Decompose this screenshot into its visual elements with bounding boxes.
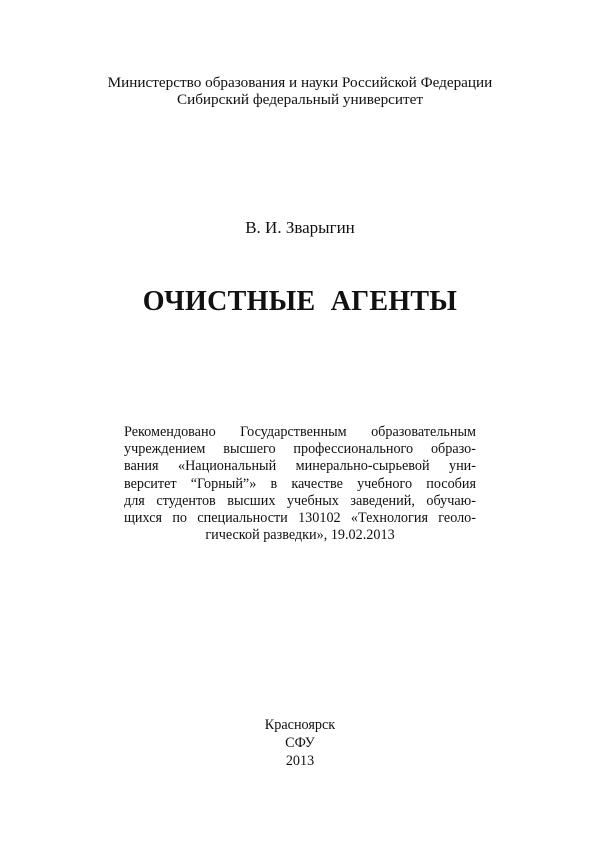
recommendation-line: учреждением высшего профессионального образо- bbox=[124, 441, 476, 458]
recommendation-line: Рекомендовано Государственным образовательным bbox=[124, 424, 476, 440]
ministry-name: Министерство образования и науки Российской Федерации bbox=[107, 74, 493, 91]
recommendation-line: щихся по специальности 130102 «Технология геоло- bbox=[124, 510, 476, 527]
imprint-year: 2013 bbox=[285, 753, 315, 769]
author-name: В. И. Зварыгин bbox=[245, 218, 355, 237]
recommendation-line: верситет “Горный”» в качестве учебного пособия bbox=[124, 475, 476, 492]
institution-header bbox=[0, 74, 600, 108]
imprint-block bbox=[0, 716, 600, 770]
imprint-publisher: СФУ bbox=[285, 735, 315, 751]
university-name: Сибирский федеральный университет bbox=[176, 91, 424, 108]
recommendation-block bbox=[124, 424, 476, 544]
recommendation-line: вания «Национальный минерально-сырьевой уни- bbox=[124, 458, 476, 475]
recommendation-line: для студентов высших учебных заведений, обучаю- bbox=[124, 492, 476, 509]
recommendation-line: гической разведки», 19.02.2013 bbox=[205, 527, 395, 544]
imprint-city: Красноярск bbox=[264, 717, 336, 733]
book-title: ОЧИСТНЫЕ АГЕНТЫ bbox=[142, 286, 458, 317]
